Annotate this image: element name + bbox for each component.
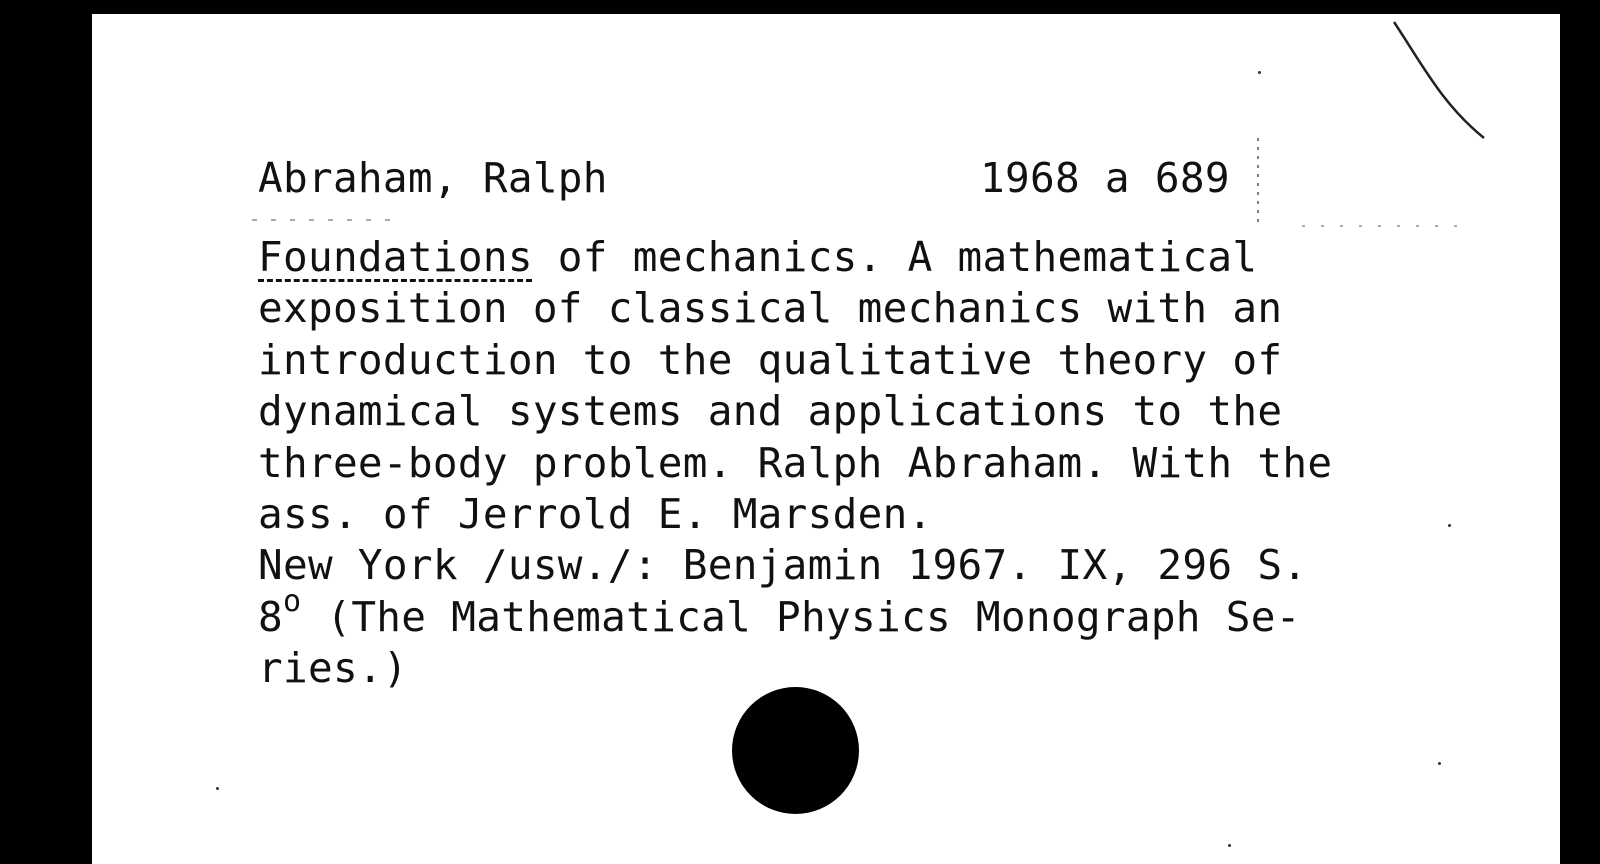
entry-line-9: ries.) [258,644,408,693]
format-size: 8 [258,592,283,641]
speck [1258,71,1261,74]
entry-line-1-rest: of mechanics. A mathematical [532,233,1258,281]
series-name: (The Mathematical Physics Monograph Se- [326,592,1301,641]
entry-line-7: New York /usw./: Benjamin 1967. IX, 296 S. [258,541,1308,590]
pencil-mark-icon [92,14,1560,864]
catalog-card [92,14,1560,864]
speck [1228,844,1231,847]
entry-line-3: introduction to the qualitative theory of [258,335,1283,384]
entry-line-2: exposition of classical mechanics with an [258,284,1283,333]
speck [1438,762,1441,765]
call-number: 1968 a 689 [980,154,1230,202]
speck [1448,524,1451,527]
title-keyword: Foundations [258,233,533,281]
entry-line-4: dynamical systems and applications to the [258,387,1283,436]
speck [216,787,219,790]
entry-line-5: three-body problem. Ralph Abraham. With the [258,438,1333,487]
author-name: Abraham, Ralph [258,154,608,202]
format-superscript: o [282,583,302,619]
entry-line-6: ass. of Jerrold E. Marsden. [258,489,933,538]
